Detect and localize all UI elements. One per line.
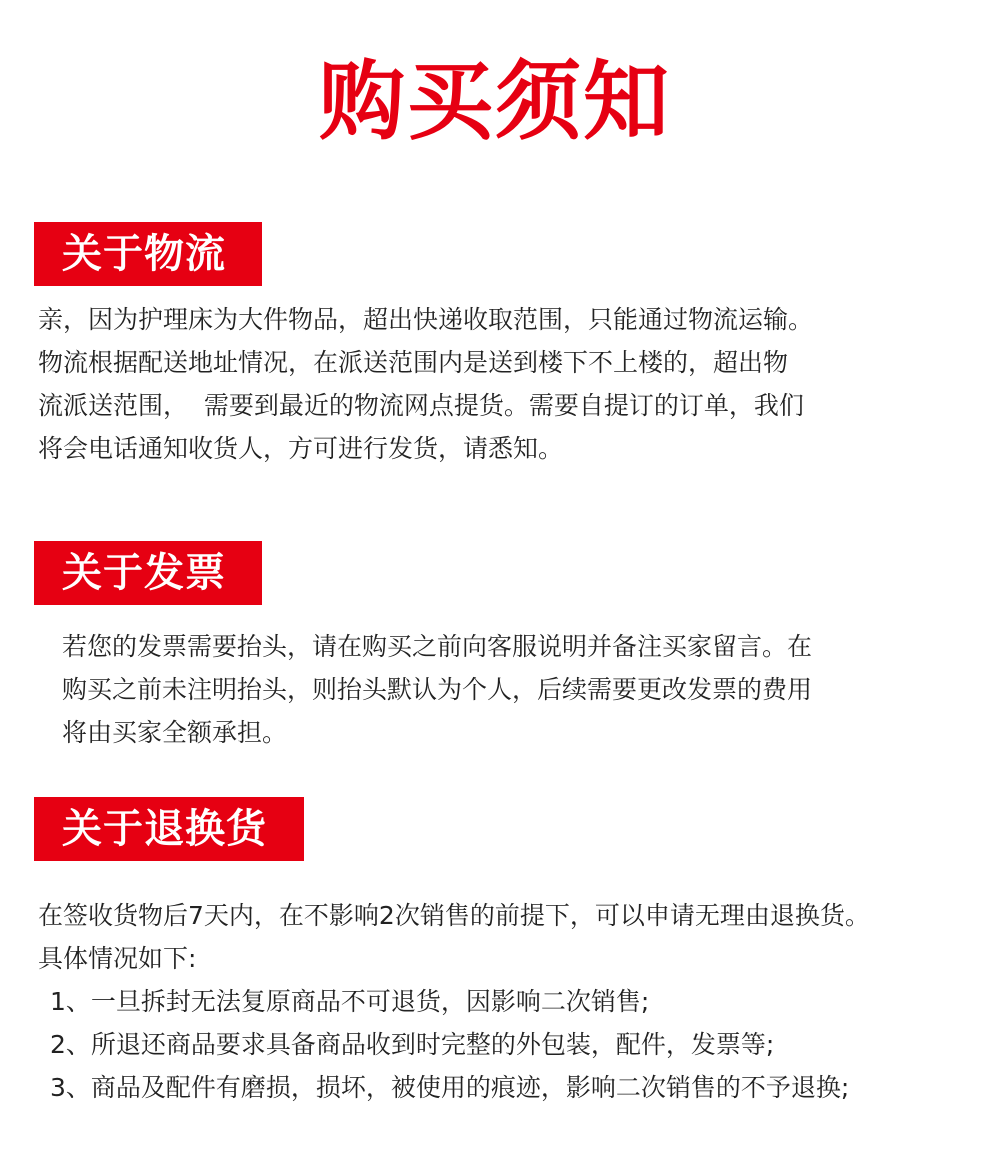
- list-item: 2、所退还商品要求具备商品收到时完整的外包装，配件，发票等;: [50, 1030, 775, 1059]
- page-title: 购买须知: [319, 52, 671, 152]
- paragraph-line: 亲，因为护理床为大件物品，超出快递收取范围，只能通过物流运输。: [38, 305, 814, 334]
- list-item: 1、一旦拆封无法复原商品不可退货，因影响二次销售;: [50, 987, 650, 1016]
- paragraph-line: 若您的发票需要抬头，请在购买之前向客服说明并备注买家留言。在: [62, 632, 813, 661]
- paragraph-line: 将会电话通知收货人，方可进行发货，请悉知。: [38, 434, 564, 463]
- paragraph-line: 将由买家全额承担。: [62, 718, 288, 747]
- invoice-paragraph: [62, 625, 812, 754]
- paragraph-line: 购买之前未注明抬头，则抬头默认为个人，后续需要更改发票的费用: [62, 675, 813, 704]
- paragraph-line: 流派送范围， 需要到最近的物流网点提货。需要自提订的订单，我们: [38, 391, 804, 420]
- section-header-logistics: 关于物流: [34, 222, 262, 286]
- paragraph-line: 物流根据配送地址情况，在派送范围内是送到楼下不上楼的，超出物: [38, 348, 789, 377]
- paragraph-line: 在签收货物后7天内，在不影响2次销售的前提下，可以申请无理由退换货。: [38, 901, 870, 930]
- paragraph-line: 具体情况如下:: [38, 944, 197, 973]
- logistics-paragraph: [38, 298, 813, 470]
- returns-paragraph: [38, 894, 870, 1109]
- section-header-returns: 关于退换货: [34, 797, 304, 861]
- list-item: 3、商品及配件有磨损，损坏，被使用的痕迹，影响二次销售的不予退换;: [50, 1073, 850, 1102]
- section-header-invoice: 关于发票: [34, 541, 262, 605]
